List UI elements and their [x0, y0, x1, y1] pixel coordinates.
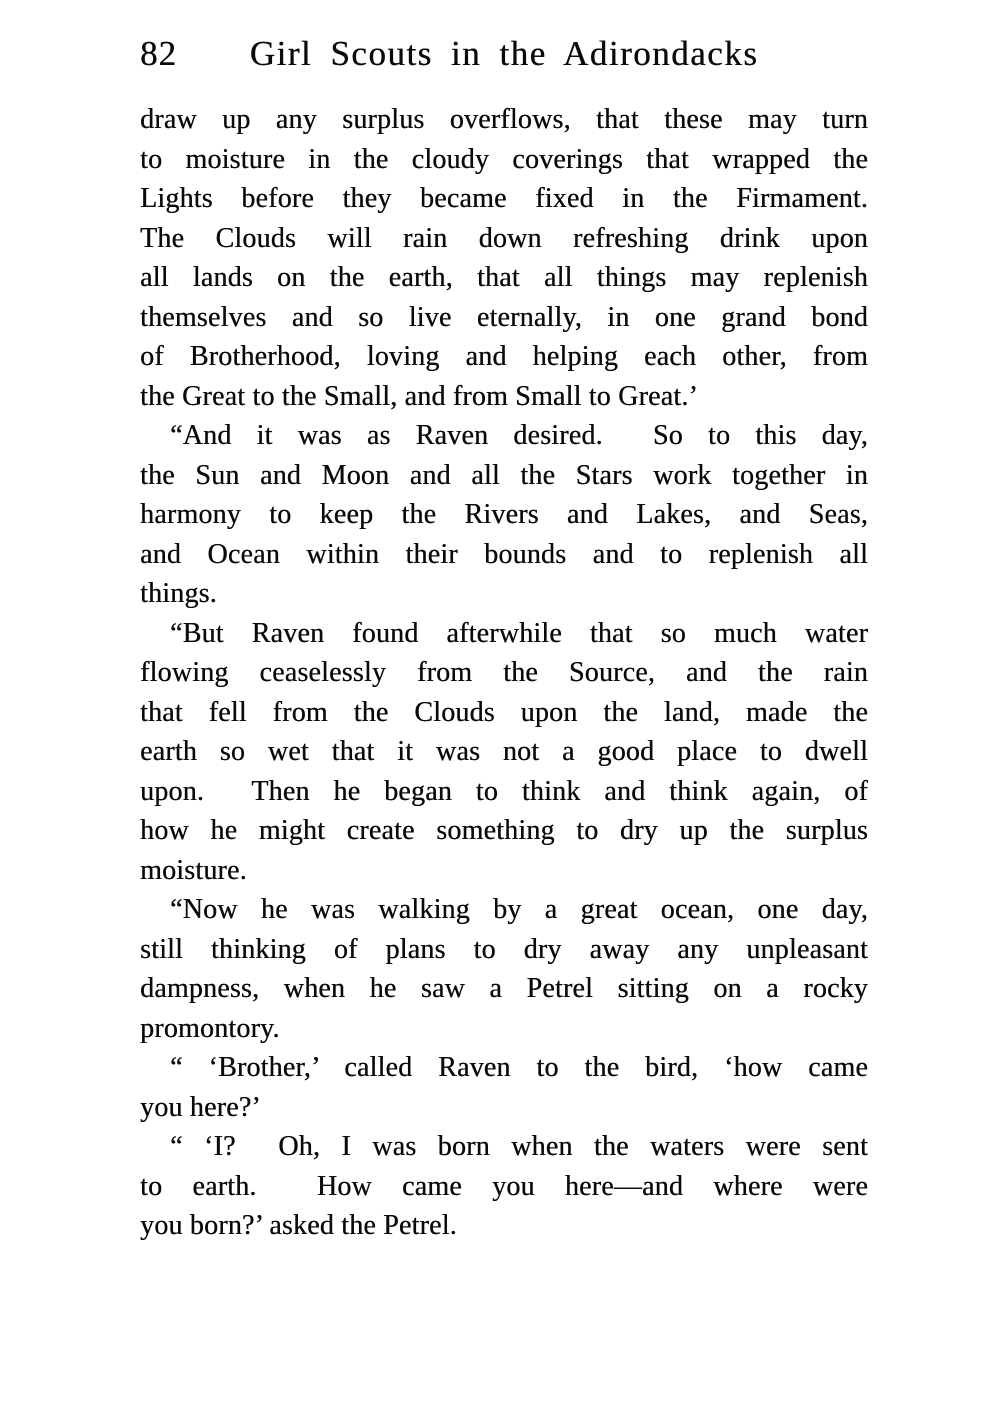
- text-line: harmony to keep the Rivers and Lakes, and Seas,: [140, 499, 868, 530]
- running-title: Girl Scouts in the Adirondacks: [249, 34, 759, 73]
- paragraph: [140, 100, 868, 416]
- text-line: to moisture in the cloudy coverings that wrapped the: [140, 143, 868, 175]
- text-line: “Now he was walking by a great ocean, one day,: [170, 894, 868, 925]
- text-line: The Clouds will rain down refreshing drink upon: [140, 222, 868, 254]
- paragraph: [140, 1048, 868, 1127]
- text-line: still thinking of plans to dry away any unpleasant: [140, 933, 868, 965]
- text-line: themselves and so live eternally, in one grand bond: [140, 301, 868, 333]
- text-line: “But Raven found afterwhile that so much water: [170, 617, 868, 649]
- page-text: [140, 100, 868, 1246]
- text-line: the Sun and Moon and all the Stars work together in: [140, 459, 868, 491]
- text-line: the Great to the Small, and from Small to Great.’: [140, 380, 698, 412]
- text-line: “ ‘I? Oh, I was born when the waters were sent: [170, 1131, 868, 1162]
- text-line: that fell from the Clouds upon the land, made the: [140, 696, 868, 728]
- text-line: dampness, when he saw a Petrel sitting on a rocky: [140, 973, 868, 1004]
- text-line: how he might create something to dry up the surplus: [140, 815, 868, 846]
- paragraph: [140, 416, 868, 614]
- page-header: [140, 34, 868, 84]
- paragraph: [140, 890, 868, 1048]
- text-line: “And it was as Raven desired. So to this day,: [170, 420, 868, 451]
- text-line: you here?’: [140, 1091, 261, 1123]
- text-line: to earth. How came you here—and where were: [140, 1170, 868, 1202]
- text-line: draw up any surplus overflows, that these may turn: [140, 104, 868, 135]
- text-line: “ ‘Brother,’ called Raven to the bird, ‘how came: [170, 1052, 868, 1083]
- text-line: Lights before they became fixed in the Firmament.: [140, 183, 868, 214]
- text-line: all lands on the earth, that all things may replenish: [140, 262, 868, 293]
- text-line: you born?’ asked the Petrel.: [140, 1210, 457, 1241]
- page-number: 82: [140, 34, 177, 73]
- text-line: of Brotherhood, loving and helping each other, from: [140, 341, 868, 372]
- text-line: promontory.: [140, 1012, 280, 1044]
- text-line: moisture.: [140, 854, 247, 886]
- text-line: and Ocean within their bounds and to replenish all: [140, 538, 868, 570]
- paragraph: [140, 614, 868, 891]
- text-line: upon. Then he began to think and think again, of: [140, 775, 868, 807]
- text-line: earth so wet that it was not a good place to dwell: [140, 736, 868, 767]
- text-line: things.: [140, 578, 217, 609]
- paragraph: [140, 1127, 868, 1246]
- text-line: flowing ceaselessly from the Source, and the rain: [140, 657, 868, 688]
